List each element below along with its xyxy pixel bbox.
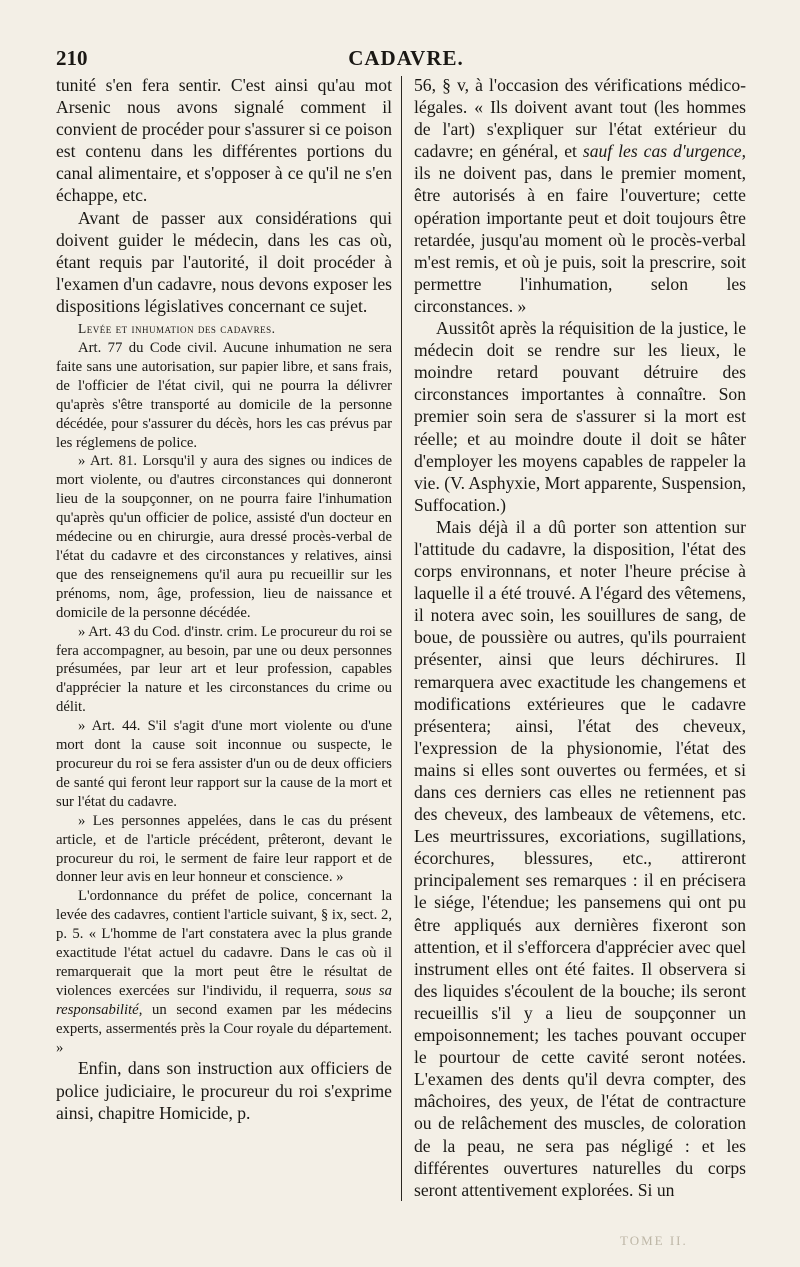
article-44: » Art. 44. S'il s'agit d'une mort violente ou d'une mort dont la cause soit inconnue ou suspecte, le procureur du roi se fera assister d'un ou de deux officiers de santé qui feront leur rapport sur la cause de la mort et sur l'état du cadavre. (56, 718, 392, 810)
ordinance-text-b: , un second examen par les médecins experts, assermentés près la Cour royale du département. » (56, 1001, 392, 1056)
ordinance-emphasis: sous sa responsabilité (56, 982, 392, 1018)
running-title: CADAVRE. (348, 46, 464, 70)
quote-emphasis: sauf les cas d'urgence (582, 141, 742, 162)
quote-text-a: 56, § v, à l'occasion des vérifications médico-légales. « Ils doivent avant tout (les hommes de l'art) s'expliquer sur l'état extérieur du cadavre; en général, et (414, 75, 746, 162)
article-43: » Art. 43 du Cod. d'instr. crim. Le procureur du roi se fera accompagner, au besoin, par une ou deux personnes présumées, par leur art et leur profession, capables d'apprécier la nature et les circonstances du crime ou délit. (56, 623, 392, 716)
paragraph: tunité s'en fera sentir. C'est ainsi qu'au mot Arsenic nous avons signalé comment il convient de procéder pour s'assurer si ce poison est contenu dans les différentes portions du canal alimentaire, et s'opposer à ce qu'il ne s'en échappe, etc. (56, 75, 392, 206)
signature-mark: TOME II. (620, 1233, 688, 1248)
quote-paragraph (414, 74, 746, 317)
page-header (56, 46, 756, 76)
paragraph: Aussitôt après la réquisition de la justice, le médecin doit se rendre sur les lieux, le moindre retard pouvant détruire des circonstances importantes à connaître. Son premier soin sera de s'assurer si la mort est réelle; et au moindre doute il doit se hâter d'employer les moyens capables de rappeler la vie. (V. Asphyxie, Mort apparente, Suspension, Suffocation.) (414, 318, 746, 515)
right-column (414, 74, 746, 1201)
paragraph: Avant de passer aux considérations qui doivent guider le médecin, dans les cas où, étant requis par l'autorité, il doit procéder à l'examen d'un cadavre, nous devons exposer les dispositions législatives concernant ce sujet. (56, 207, 392, 316)
ordinance-text-a: L'ordonnance du préfet de police, concernant la levée des cadavres, contient l'article suivant, § ix, sect. 2, p. 5. « L'homme de l'art constatera avec la plus grande exactitude l'état actuel du cadavre. Dans le cas où il remarquerait que la mort peut être le résultat de violences exercées sur l'individu, il requerra, (56, 888, 392, 999)
oath-paragraph: » Les personnes appelées, dans le cas du présent article, et de l'article précédent, prêteront, devant le procureur du roi, le serment de faire leur rapport et de donner leur avis en leur honneur et conscience. » (56, 812, 392, 886)
page-number: 210 (56, 46, 88, 70)
article-77: Art. 77 du Code civil. Aucune inhumation ne sera faite sans une autorisation, sur papier libre, et sans frais, de l'officier de l'état civil, qui ne pourra la délivrer qu'après s'être transporté au domicile de la personne décédée, pour s'assurer du décès, hors les cas prévus par les réglemens de police. (56, 340, 392, 451)
paragraph: Enfin, dans son instruction aux officiers de police judiciaire, le procureur du roi s'exprime ainsi, chapitre Homicide, p. (56, 1058, 392, 1123)
article-81: » Art. 81. Lorsqu'il y aura des signes ou indices de mort violente, ou d'autres circonstances qui donneront lieu de la soupçonner, on ne pourra faire l'inhumation qu'après qu'un officier de police, assisté d'un docteur en médecine ou en chirurgie, aura dressé procès-verbal de l'état du cadavre et des circonstances y relatives, ainsi que des renseignemens qu'il aura pu recueillir sur les prénoms, nom, âge, profession, lieu de naissance et domicile de la personne décédée. (56, 453, 392, 621)
paragraph: Mais déjà il a dû porter son attention sur l'attitude du cadavre, la disposition, l'état des corps environnans, et noter l'heure précise à laquelle il a été trouvé. A l'égard des vêtemens, il notera avec soin, les souillures de sang, de boue, de poussière ou autres, qu'ils pourraient présenter, ainsi que leurs déchirures. Il remarquera avec exactitude les changemens et modifications extérieures que le cadavre présentera; ainsi, l'état des cheveux, l'expression de la physionomie, l'état des mains si elles sont ouvertes ou fermées, et si dans ces derniers cas elles ne retiennent pas des cheveux, des lambeaux de vêtemens, etc. Les meurtrissures, excoriations, sugillations, écorchures, blessures, etc., attireront principalement ses remarques : il en précisera le siége, l'étendue; les pansemens qui ont pu être appliqués aux dernières fixeront son attention, et il s'efforcera d'apprécier avec quel instrument elles ont été faites. Il observera si des liquides s'écoulent de la bouche; ils seront recueillis s'il y a lieu de soupçonner un empoisonnement; les taches pouvant occuper le pourtour de cette cavité seront notées. L'examen des dents qu'il devra compter, des mâchoires, des yeux, de l'état de contracture ou de relâchement des muscles, de coloration de la peau, ne sera pas négligé : et les différentes ouvertures naturelles du corps seront attentivement explorées. Si un (414, 516, 746, 1200)
section-heading: Levée et inhumation des cadavres. (78, 321, 276, 337)
column-divider (401, 76, 402, 1201)
left-column (56, 74, 392, 1124)
ordinance-paragraph (56, 887, 392, 1057)
quote-text-b: , ils ne doivent pas, dans le premier moment, être autorisés à en faire l'ouverture; cette opération importante peut et doit toujours être retardée, jusqu'au moment où le procès-verbal m'est remis, et où je puis, soit la prescrire, soit permettre l'inhumation, selon les circonstances. » (414, 141, 747, 316)
